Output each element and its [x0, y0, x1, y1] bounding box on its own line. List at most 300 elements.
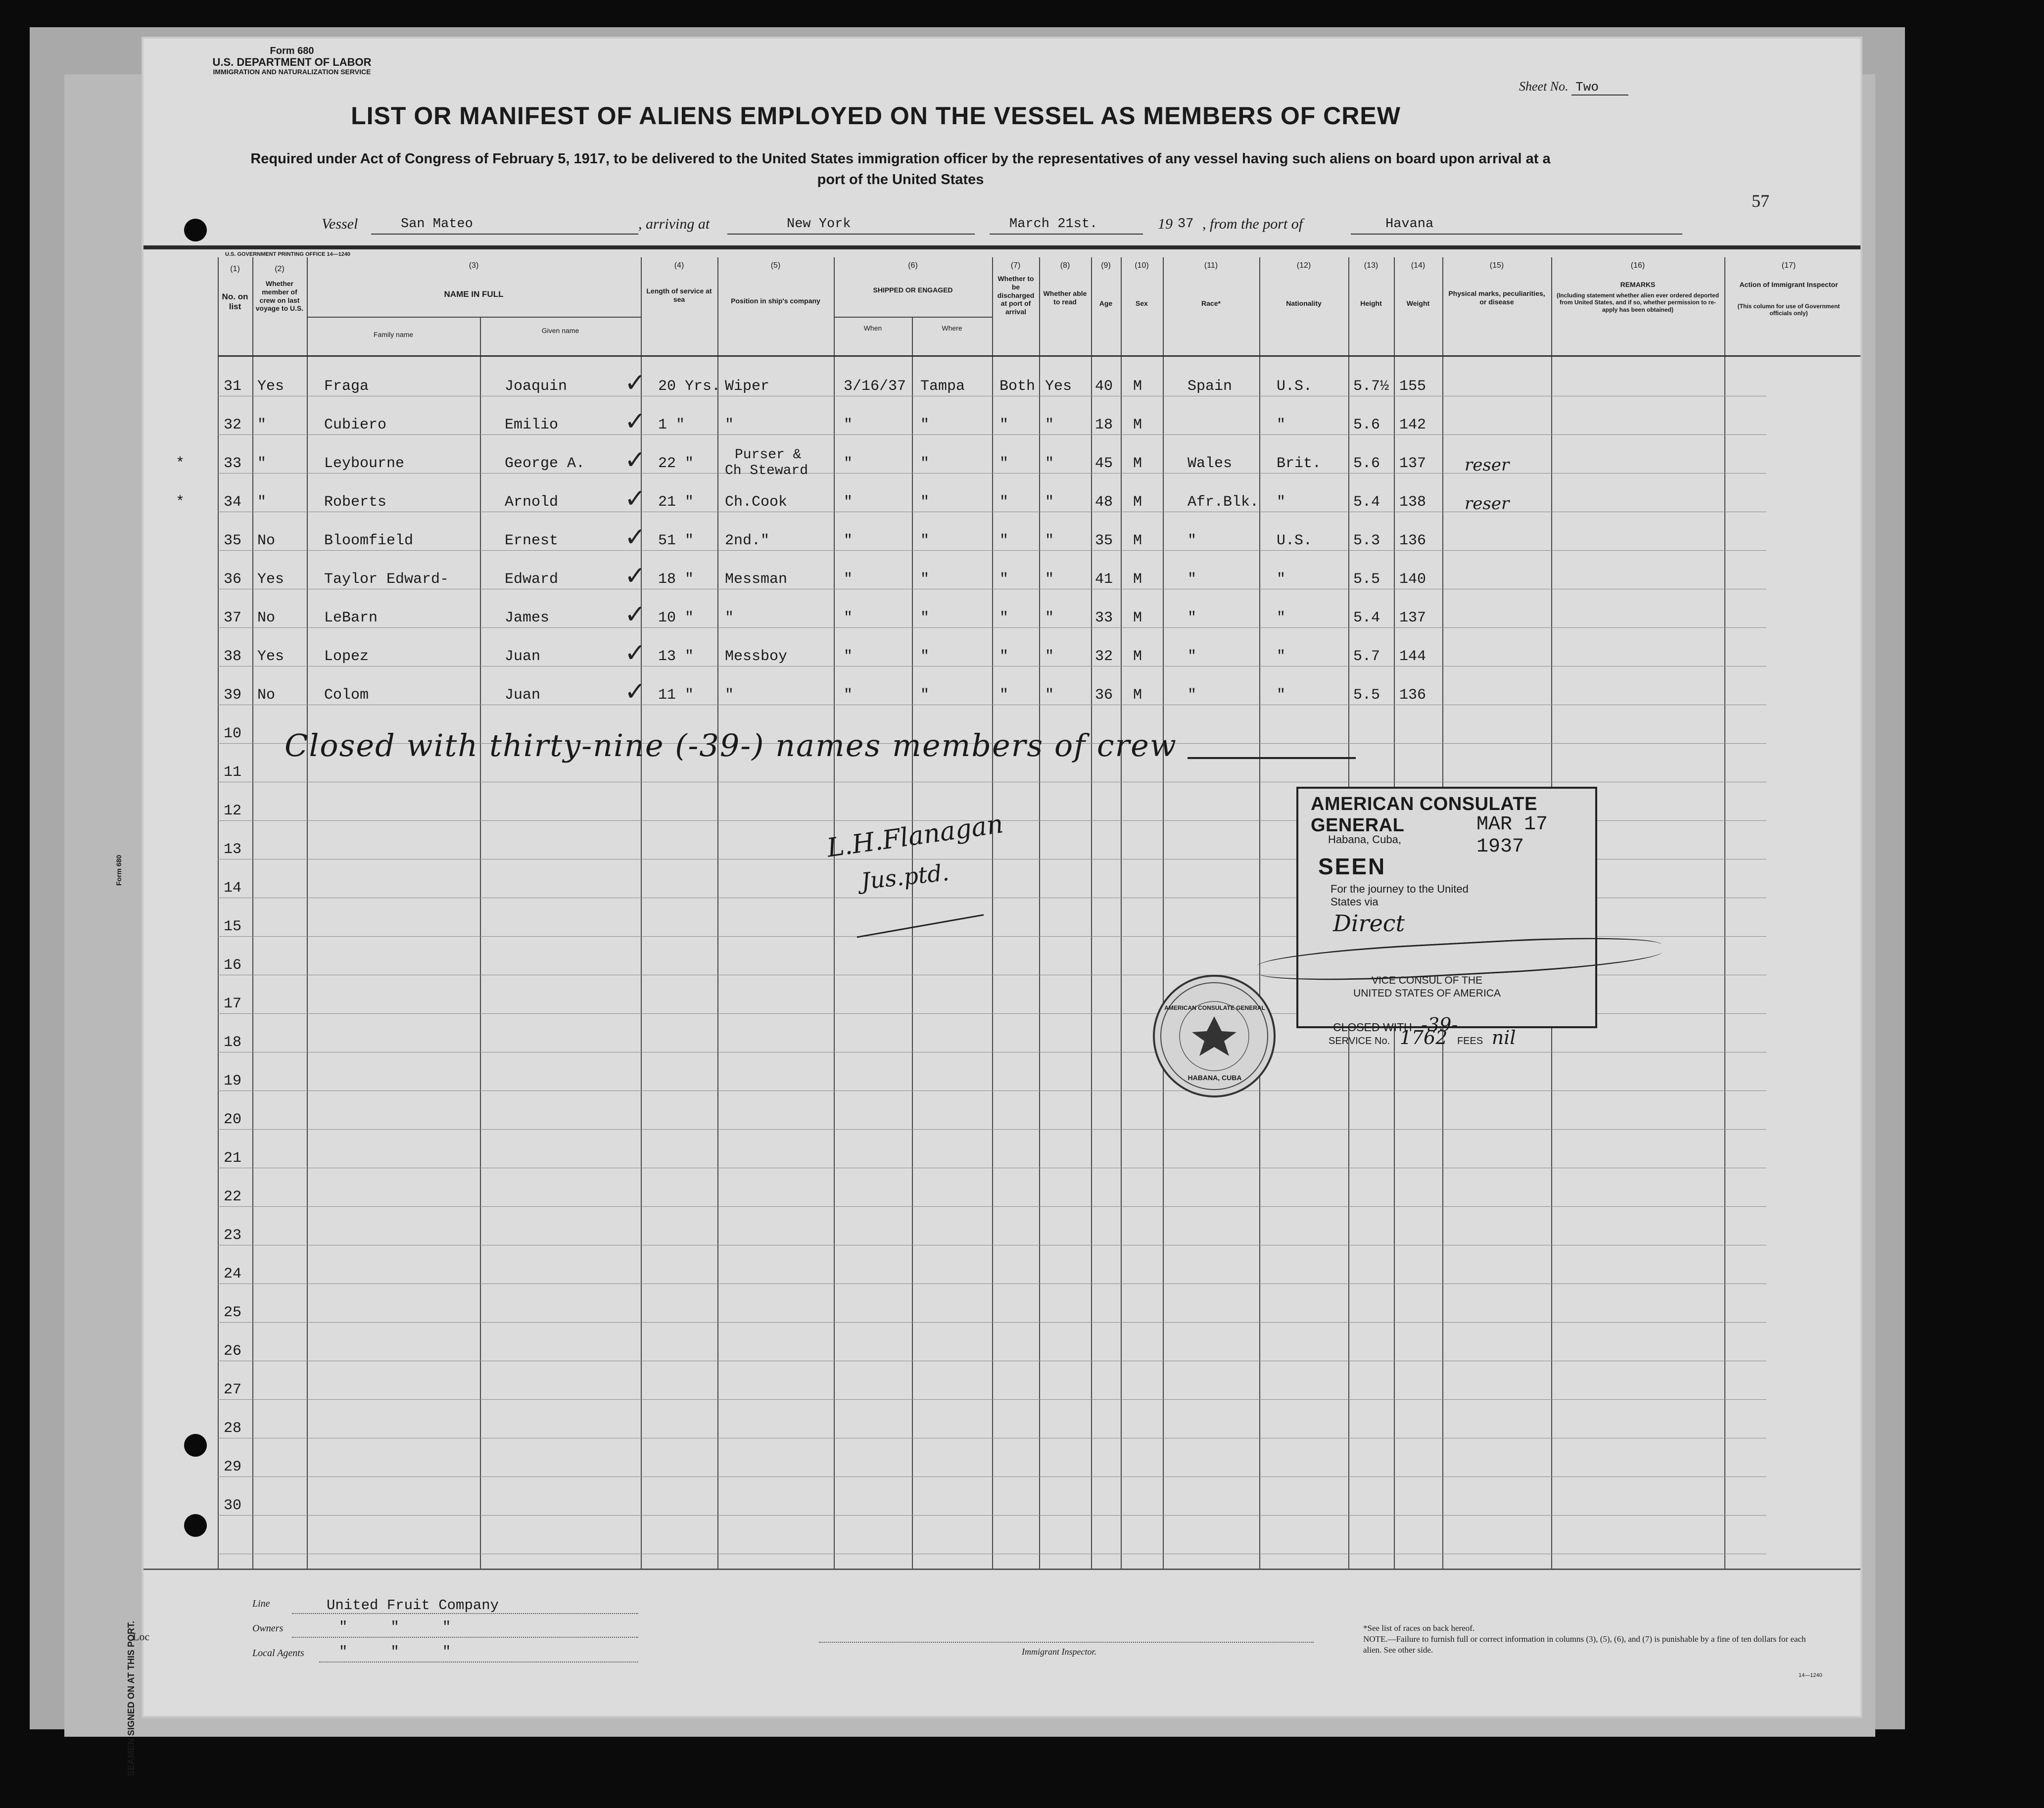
row-number: 33 — [223, 455, 241, 472]
column-number: (7) — [1010, 261, 1021, 270]
stamp-fees-label: FEES — [1457, 1036, 1483, 1047]
cell-given: Arnold — [505, 494, 559, 511]
sheet-number-label: Sheet No. — [1519, 79, 1569, 94]
cell-nationality: " — [1277, 687, 1286, 704]
column-header-nationality: Nationality — [1286, 299, 1322, 307]
cell-weight: 137 — [1399, 610, 1426, 626]
owners-label: Owners — [252, 1623, 284, 1634]
cell-when: 3/16/37 — [844, 378, 906, 395]
row-number: 21 — [223, 1150, 241, 1167]
grid-line — [834, 317, 992, 318]
cell-discharged: " — [999, 417, 1009, 433]
row-rule — [218, 1129, 1766, 1130]
row-number: 34 — [223, 494, 241, 511]
cell-prev: No — [257, 610, 276, 626]
cell-where: " — [920, 571, 930, 588]
cell-when: " — [844, 610, 853, 626]
cell-when: " — [844, 455, 853, 472]
column-number: (2) — [275, 265, 285, 273]
cell-sex: M — [1133, 494, 1142, 511]
column-header-sex: Sex — [1136, 299, 1148, 307]
stamp-header: AMERICAN CONSULATE GENERAL — [1311, 794, 1537, 836]
checkmark-icon: ✓ — [624, 523, 646, 552]
cell-age: 40 — [1095, 378, 1113, 395]
vessel-name: San Mateo — [401, 217, 473, 232]
column-header-when: When — [863, 324, 882, 332]
cell-discharged: " — [999, 494, 1009, 511]
cell-position: " — [725, 687, 734, 704]
inspector-label: Immigrant Inspector. — [1022, 1647, 1096, 1657]
column-number: (10) — [1135, 261, 1149, 270]
row-number: 16 — [223, 957, 241, 974]
stamp-service-value: 1762 — [1399, 1027, 1448, 1048]
column-number: (8) — [1060, 261, 1070, 270]
row-rule — [218, 1206, 1766, 1207]
cell-service: 51 " — [658, 532, 694, 549]
column-header-height: Height — [1360, 299, 1382, 307]
closing-note: Closed with thirty-nine (-39-) names members of crew — [285, 727, 1177, 763]
row-rule — [218, 1322, 1766, 1323]
row-number: 37 — [223, 610, 241, 626]
column-header-where: Where — [942, 324, 962, 332]
cell-height: 5.4 — [1353, 610, 1380, 626]
column-number: (16) — [1630, 261, 1645, 270]
cell-prev: No — [257, 532, 276, 549]
cell-when: " — [844, 571, 853, 588]
column-header-weight: Weight — [1406, 299, 1430, 307]
printing-office: U.S. GOVERNMENT PRINTING OFFICE 14—1240 — [225, 251, 351, 257]
cell-where: " — [920, 417, 930, 433]
row-number: 36 — [223, 571, 241, 588]
form-number: Form 680 — [270, 46, 314, 56]
checkmark-icon: ✓ — [624, 638, 646, 668]
row-number: 26 — [223, 1343, 241, 1360]
cell-age: 33 — [1095, 610, 1113, 626]
row-number: 13 — [223, 841, 241, 858]
cell-where: " — [920, 687, 930, 704]
form-identifier — [168, 46, 416, 76]
cell-family: Taylor Edward- — [324, 571, 449, 588]
cell-height: 5.6 — [1353, 417, 1380, 433]
cell-given: Juan — [505, 687, 541, 704]
cell-nationality: " — [1277, 417, 1286, 433]
cell-race: " — [1188, 648, 1197, 665]
cell-sex: M — [1133, 687, 1142, 704]
column-header-no: No. on list — [222, 292, 248, 312]
agents-value: " " " — [339, 1644, 451, 1660]
cell-prev: Yes — [257, 571, 285, 588]
cell-sex: M — [1133, 378, 1142, 395]
grid-line — [1163, 257, 1164, 1569]
column-number: (14) — [1411, 261, 1426, 270]
cell-nationality: Brit. — [1277, 455, 1322, 472]
cell-given: George A. — [505, 455, 585, 472]
row-number: 20 — [223, 1111, 241, 1128]
service-name: IMMIGRATION AND NATURALIZATION SERVICE — [213, 68, 371, 76]
cell-discharged: " — [999, 532, 1009, 549]
grid-line — [1039, 257, 1040, 1569]
arrival-date: March 21st. — [1009, 217, 1098, 232]
grid-line — [1259, 257, 1260, 1569]
column-header-name: NAME IN FULL — [444, 289, 504, 299]
stamp-service-label: SERVICE No. — [1329, 1036, 1390, 1047]
punch-hole — [184, 1434, 207, 1457]
cell-family: Colom — [324, 687, 369, 704]
checkmark-icon: ✓ — [624, 677, 646, 707]
stamp-date: MAR 17 1937 — [1476, 813, 1548, 858]
cell-age: 36 — [1095, 687, 1113, 704]
cell-discharged: " — [999, 648, 1009, 665]
cell-family: Lopez — [324, 648, 369, 665]
row-number: 23 — [223, 1227, 241, 1244]
cell-remark: reser — [1465, 455, 1510, 475]
row-number: 10 — [223, 725, 241, 742]
left-edge-label: Loc — [133, 1630, 150, 1643]
grid-line — [1121, 257, 1122, 1569]
cell-service: 22 " — [658, 455, 694, 472]
grid-line — [834, 257, 835, 1569]
year-prefix: 19 — [1158, 216, 1173, 232]
line-value: United Fruit Company — [327, 1597, 499, 1614]
cell-where: " — [920, 532, 930, 549]
seal-text-bottom: HABANA, CUBA — [1188, 1074, 1242, 1082]
closing-note-underline — [1188, 757, 1356, 759]
cell-where: " — [920, 494, 930, 511]
cell-read: " — [1045, 494, 1054, 511]
column-header-service: Length of service at sea — [646, 287, 712, 303]
column-number: (11) — [1204, 261, 1218, 270]
row-rule — [218, 550, 1766, 551]
column-number: (17) — [1781, 261, 1796, 270]
cell-sex: M — [1133, 610, 1142, 626]
cell-where: " — [920, 455, 930, 472]
cell-nationality: " — [1277, 494, 1286, 511]
row-rule — [218, 1515, 1766, 1516]
cell-race: " — [1188, 687, 1197, 704]
cell-service: 11 " — [658, 687, 694, 704]
cell-height: 5.7½ — [1353, 378, 1389, 395]
cell-height: 5.5 — [1353, 571, 1380, 588]
page-subtitle: Required under Act of Congress of February 5, 1917, to be delivered to the United States immigration officer by the representatives of any vessel having such aliens on board upon arrival at a port of the United States — [250, 151, 1551, 188]
stamp-journey: For the journey to the United States via — [1331, 883, 1469, 908]
from-port-label: , from the port of — [1202, 216, 1303, 232]
cell-read: " — [1045, 417, 1054, 433]
column-header-prev-voyage: Whether member of crew on last voyage to U.S. — [255, 280, 304, 313]
cell-weight: 155 — [1399, 378, 1426, 395]
department-name: U.S. DEPARTMENT OF LABOR — [212, 56, 372, 68]
checkmark-icon: ✓ — [624, 368, 646, 398]
checkmark-icon: ✓ — [624, 561, 646, 591]
footer — [151, 1573, 1858, 1722]
row-rule — [218, 1399, 1766, 1400]
row-number: 39 — [223, 687, 241, 704]
column-header-inspector-note: (This column for use of Government officials only) — [1737, 303, 1840, 317]
cell-service: 21 " — [658, 494, 694, 511]
column-header-age: Age — [1099, 299, 1113, 307]
cell-remark: reser — [1465, 494, 1510, 514]
cell-service: 1 " — [658, 417, 685, 433]
cell-height: 5.3 — [1353, 532, 1380, 549]
cell-prev: Yes — [257, 378, 285, 395]
row-number: 29 — [223, 1459, 241, 1475]
side-form: Form 680 — [115, 855, 123, 886]
row-rule — [218, 434, 1766, 435]
cell-race: Afr.Blk. — [1188, 494, 1259, 511]
cell-mark: * — [176, 494, 185, 511]
stamp-city: Habana, Cuba, — [1328, 833, 1401, 846]
row-number: 15 — [223, 918, 241, 935]
column-number: (6) — [908, 261, 918, 270]
agents-label: Local Agents — [252, 1648, 304, 1659]
row-number: 17 — [223, 996, 241, 1012]
arriving-label: , arriving at — [638, 216, 710, 232]
row-number: 31 — [223, 378, 241, 395]
column-header-race: Race* — [1201, 299, 1221, 307]
cell-given: Ernest — [505, 532, 559, 549]
grid-line — [480, 317, 481, 1569]
cell-position: 2nd." — [725, 532, 770, 549]
cell-sex: M — [1133, 455, 1142, 472]
cell-read: " — [1045, 455, 1054, 472]
cell-family: Fraga — [324, 378, 369, 395]
cell-weight: 142 — [1399, 417, 1426, 433]
cell-when: " — [844, 494, 853, 511]
column-number: (1) — [230, 265, 240, 273]
stamp-closed-label: CLOSED WITH — [1333, 1021, 1412, 1034]
column-header-shipped: SHIPPED OR ENGAGED — [873, 286, 953, 294]
checkmark-icon: ✓ — [624, 484, 646, 514]
arriving-port: New York — [787, 217, 851, 232]
cell-sex: M — [1133, 417, 1142, 433]
seal-text-top: AMERICAN CONSULATE GENERAL — [1164, 1004, 1265, 1011]
fine-note: NOTE.—Failure to furnish full or correct information in columns (3), (5), (6), and (7) is punishable by a fine of ten dollars for each alien. See other side. — [1363, 1634, 1806, 1655]
cell-nationality: " — [1277, 648, 1286, 665]
cell-family: Cubiero — [324, 417, 387, 433]
cell-position: Messman — [725, 571, 788, 588]
from-port: Havana — [1385, 217, 1434, 232]
cell-age: 32 — [1095, 648, 1113, 665]
cell-age: 48 — [1095, 494, 1113, 511]
cell-position: Ch.Cook — [725, 494, 788, 511]
checkmark-icon: ✓ — [624, 445, 646, 475]
cell-position: Messboy — [725, 648, 788, 665]
row-number: 25 — [223, 1304, 241, 1321]
row-number: 32 — [223, 417, 241, 433]
cell-sex: M — [1133, 571, 1142, 588]
sheet-number-value: Two — [1571, 80, 1628, 95]
stamp-vice-consul: VICE CONSUL OF THE UNITED STATES OF AMERICA — [1353, 975, 1501, 999]
cell-weight: 144 — [1399, 648, 1426, 665]
punch-hole — [184, 1514, 207, 1537]
cell-given: Emilio — [505, 417, 559, 433]
cell-read: " — [1045, 571, 1054, 588]
cell-given: James — [505, 610, 550, 626]
cell-where: " — [920, 610, 930, 626]
races-note: *See list of races on back hereof. — [1363, 1623, 1475, 1633]
cell-read: " — [1045, 532, 1054, 549]
grid-line — [717, 257, 718, 1569]
grid-line — [307, 317, 641, 318]
stamp-closed-value: -39- — [1421, 1014, 1458, 1036]
cell-prev: Yes — [257, 648, 285, 665]
cell-discharged: " — [999, 687, 1009, 704]
cell-discharged: " — [999, 455, 1009, 472]
row-rule — [218, 1476, 1766, 1477]
column-header-position: Position in ship's company — [731, 297, 820, 305]
stamp-fees-value: nil — [1491, 1027, 1516, 1048]
cell-when: " — [844, 532, 853, 549]
column-number: (13) — [1364, 261, 1379, 270]
cell-given: Juan — [505, 648, 541, 665]
column-number: (4) — [674, 261, 684, 270]
cell-height: 5.4 — [1353, 494, 1380, 511]
sheet-number — [1519, 79, 1628, 95]
cell-read: Yes — [1045, 378, 1072, 395]
cell-race: Wales — [1188, 455, 1233, 472]
cell-read: " — [1045, 610, 1054, 626]
column-header-family-name: Family name — [373, 331, 414, 338]
column-number: (12) — [1296, 261, 1311, 270]
cell-position-line2: Ch Steward — [725, 463, 808, 478]
column-number: (15) — [1489, 261, 1504, 270]
cell-nationality: U.S. — [1277, 532, 1313, 549]
cell-when: " — [844, 417, 853, 433]
inspector-signature-note: Jus.ptd. — [859, 858, 951, 895]
row-number: 28 — [223, 1420, 241, 1437]
cell-mark: * — [176, 455, 185, 472]
cell-discharged: Both — [999, 378, 1036, 395]
row-number: 11 — [223, 764, 241, 781]
cell-where: Tampa — [920, 378, 965, 395]
cell-age: 18 — [1095, 417, 1113, 433]
cell-family: Leybourne — [324, 455, 405, 472]
stamp-seen: SEEN — [1318, 854, 1386, 879]
cell-service: 13 " — [658, 648, 694, 665]
cell-service: 18 " — [658, 571, 694, 588]
cell-prev: " — [257, 494, 267, 511]
page-title: LIST OR MANIFEST OF ALIENS EMPLOYED ON THE VESSEL AS MEMBERS OF CREW — [351, 102, 1401, 130]
cell-family: LeBarn — [324, 610, 378, 626]
cell-prev: " — [257, 455, 267, 472]
cell-weight: 137 — [1399, 455, 1426, 472]
row-number: 22 — [223, 1189, 241, 1205]
row-number: 35 — [223, 532, 241, 549]
consulate-stamp — [1296, 787, 1597, 1036]
cell-weight: 138 — [1399, 494, 1426, 511]
column-header-discharged: Whether to be discharged at port of arrival — [997, 275, 1035, 316]
cell-when: " — [844, 687, 853, 704]
cell-race: " — [1188, 610, 1197, 626]
cell-nationality: U.S. — [1277, 378, 1313, 395]
cell-height: 5.5 — [1353, 687, 1380, 704]
cell-race: Spain — [1188, 378, 1233, 395]
cell-given: Joaquin — [505, 378, 568, 395]
grid-line — [912, 317, 913, 1569]
row-number: 18 — [223, 1034, 241, 1051]
cell-prev: No — [257, 687, 276, 704]
row-number: 24 — [223, 1266, 241, 1283]
column-header-remarks-note: (Including statement whether alien ever ordered deported from United States, and if so, whether permission to re-apply has been obtained) — [1556, 292, 1719, 313]
cell-weight: 136 — [1399, 532, 1426, 549]
cell-position: Purser & — [735, 447, 802, 463]
cell-prev: " — [257, 417, 267, 433]
row-number: 30 — [223, 1497, 241, 1514]
grid-line — [1724, 257, 1725, 1569]
vessel-label: Vessel — [322, 216, 358, 232]
line-label: Line — [252, 1598, 270, 1609]
cell-race: " — [1188, 532, 1197, 549]
cell-nationality: " — [1277, 610, 1286, 626]
cell-service: 20 Yrs. — [658, 378, 721, 395]
vessel-line — [322, 216, 1682, 237]
row-number: 27 — [223, 1381, 241, 1398]
page-number: 57 — [1752, 191, 1769, 211]
cell-weight: 136 — [1399, 687, 1426, 704]
cell-age: 35 — [1095, 532, 1113, 549]
column-number: (3) — [469, 261, 479, 270]
header-divider — [143, 245, 1860, 249]
cell-weight: 140 — [1399, 571, 1426, 588]
stamp-via: Direct — [1333, 910, 1405, 937]
punch-hole — [184, 219, 207, 241]
grid-line — [218, 257, 219, 1569]
grid-line — [218, 355, 1860, 357]
footer-code: 14—1240 — [1799, 1672, 1822, 1678]
column-header-remarks: REMARKS — [1620, 281, 1656, 288]
cell-when: " — [844, 648, 853, 665]
row-rule — [218, 627, 1766, 628]
side-seamen: SEAMEN SIGNED ON AT THIS PORT. — [126, 1620, 136, 1776]
cell-service: 10 " — [658, 610, 694, 626]
grid-line — [307, 257, 308, 1569]
column-header-inspector: Action of Immigrant Inspector — [1739, 281, 1838, 288]
cell-given: Edward — [505, 571, 559, 588]
column-number: (9) — [1101, 261, 1111, 270]
cell-race: " — [1188, 571, 1197, 588]
checkmark-icon: ✓ — [624, 407, 646, 436]
column-header-read: Whether able to read — [1043, 289, 1087, 306]
cell-position: " — [725, 610, 734, 626]
cell-sex: M — [1133, 532, 1142, 549]
stamp-service-row — [1329, 1027, 1516, 1048]
column-header-given-name: Given name — [541, 327, 579, 334]
column-number: (5) — [770, 261, 781, 270]
row-number: 14 — [223, 880, 241, 897]
cell-family: Bloomfield — [324, 532, 414, 549]
cell-position: Wiper — [725, 378, 770, 395]
cell-where: " — [920, 648, 930, 665]
cell-height: 5.7 — [1353, 648, 1380, 665]
cell-family: Roberts — [324, 494, 387, 511]
row-rule — [218, 473, 1766, 474]
row-number: 12 — [223, 803, 241, 819]
grid-line — [1091, 257, 1092, 1569]
cell-discharged: " — [999, 610, 1009, 626]
checkmark-icon: ✓ — [624, 600, 646, 629]
arrival-year: 37 — [1178, 217, 1194, 232]
grid-line — [992, 257, 993, 1569]
cell-discharged: " — [999, 571, 1009, 588]
cell-position: " — [725, 417, 734, 433]
footer-divider — [143, 1569, 1860, 1570]
cell-age: 45 — [1095, 455, 1113, 472]
grid-line — [252, 257, 253, 1569]
column-header-physical-marks: Physical marks, peculiarities, or disease — [1448, 289, 1545, 306]
inspector-signature: L.H.Flanagan — [825, 809, 1005, 863]
cell-sex: M — [1133, 648, 1142, 665]
cell-age: 41 — [1095, 571, 1113, 588]
row-number: 19 — [223, 1073, 241, 1090]
